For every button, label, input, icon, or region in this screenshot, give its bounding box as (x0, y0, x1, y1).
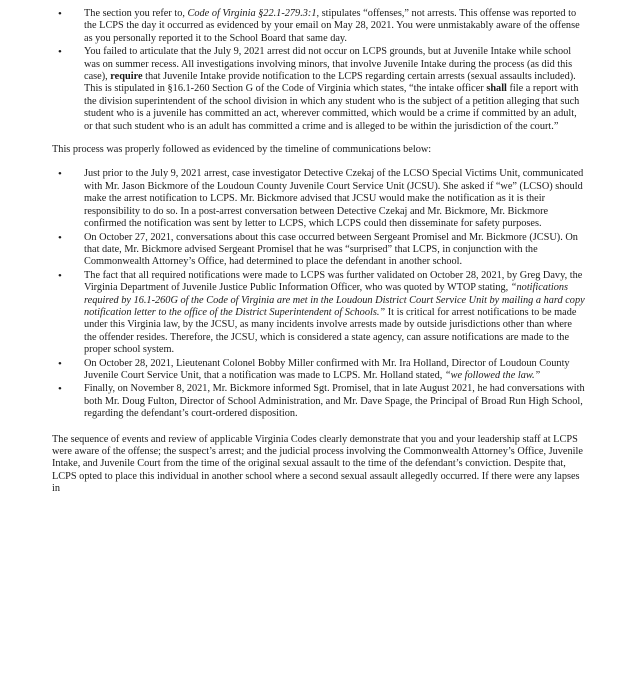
bullet-item: • You failed to articulate that the July 9, 2021 arrest did not occur on LCPS grounds, but at Juvenile Intake while school was on summer recess. All investigations involving minors, that involve Juvenile Intake during the process (as did this case), require that Juvenile Intake provide notification to the LCPS regarding certain arrests (sexual assaults included). This is stipulated in §16.1-260 Section G of the Code of Virginia which states, “the intake officer shall file a report with the division superintendent of the school division in which any student who is the subject of a petition alleging that such student who is a juvenile has committed an act, wherever committed, which would be a crime if committed by an adult, or that such student who is an adult has committed a crime and is alleged to be within the jurisdiction of the court.” (84, 46, 586, 133)
italic-text: Code of Virginia §22.1-279.3:1 (187, 8, 317, 19)
closing-paragraph: The sequence of events and review of applicable Virginia Codes clearly demonstrate that you and your leadership staff at LCPS were aware of the offense; the suspect’s arrest; and the judicial process involving the Commonwealth Attorney’s Office, Juvenile Intake, and Juvenile Court from the time of the original sexual assault to the time of the defendant’s conviction. Despite that, LCPS opted to place this individual in another school where a second sexual assault allegedly occurred. If there were any lapses in (52, 433, 583, 495)
bold-text: shall (486, 83, 507, 95)
bullet-item: • On October 28, 2021, Lieutenant Colonel Bobby Miller confirmed with Mr. Ira Holland, Director of Loudoun County Juvenile Court Service Unit, that a notification was made to LCPS. Mr. Holland stated, “we followed the law.” (84, 358, 586, 383)
italic-text: “we followed the law.” (444, 369, 541, 381)
bullet-item: • On October 27, 2021, conversations about this case occurred between Sergeant Promisel and Mr. Bickmore (JCSU). On that date, Mr. Bickmore advised Sergeant Promisel that he was “surprised” that LCPS, in conjunction with the Commonwealth Attorney’s Office, had determined to place the defendant in another school. (84, 232, 586, 269)
bullet-item: • Just prior to the July 9, 2021 arrest, case investigator Detective Czekaj of the LCSO Special Victims Unit, communicated with Mr. Jason Bickmore of the Loudoun County Juvenile Court Service Unit (JCSU). She asked if “we” (LCSO) should make the arrest notification to LCPS. Mr. Bickmore advised that JCSU would make the notification as it is their responsibility to do so. In a post-arrest conversation between Detective Czekaj and Mr. Bickmore, Mr. Bickmore confirmed the notification was sent by letter to LCPS, which LCPS could then disseminate for safety purposes. (84, 168, 586, 230)
timeline-list (84, 168, 586, 420)
bold-text: require (110, 71, 143, 83)
process-intro-paragraph: This process was properly followed as evidenced by the timeline of communications below: (52, 144, 432, 156)
bullet-item: • Finally, on November 8, 2021, Mr. Bickmore informed Sgt. Promisel, that in late August 2021, he had conversations with both Mr. Doug Fulton, Director of School Administration, and Mr. Dave Spage, the Principal of Broad Run High School, regarding the defendant’s court-ordered disposition. (84, 383, 586, 420)
italic-text: “notifications required by 16.1-260G of the Code of Virginia are met in the Loudoun District Court Service Unit by mailing a hard copy notification letter to the office of the District Superintendent of Schools.” (84, 282, 585, 318)
code-reference-list (84, 8, 586, 133)
bullet-item: • The section you refer to, Code of Virginia §22.1-279.3:1, stipulates “offenses,” not arrests. This offense was reported to the LCPS the day it occurred as evidenced by your email on May 28, 2021. You were unmistakably aware of the offense as you personally reported it to the School Board that same day. (84, 8, 586, 45)
bullet-item: • The fact that all required notifications were made to LCPS was further validated on October 28, 2021, by Greg Davy, the Virginia Department of Juvenile Justice Public Information Officer, who was quoted by WTOP stating, “notifications required by 16.1-260G of the Code of Virginia are met in the Loudoun District Court Service Unit by mailing a hard copy notification letter to the office of the District Superintendent of Schools.” It is critical for arrest notifications to be made under this Virginia law, by the JCSU, as many incidents involve arrests made by outside jurisdictions other than where the offender resides. Therefore, the JCSU, which is considered a state agency, can assure notifications are made to the proper school system. (84, 270, 586, 357)
